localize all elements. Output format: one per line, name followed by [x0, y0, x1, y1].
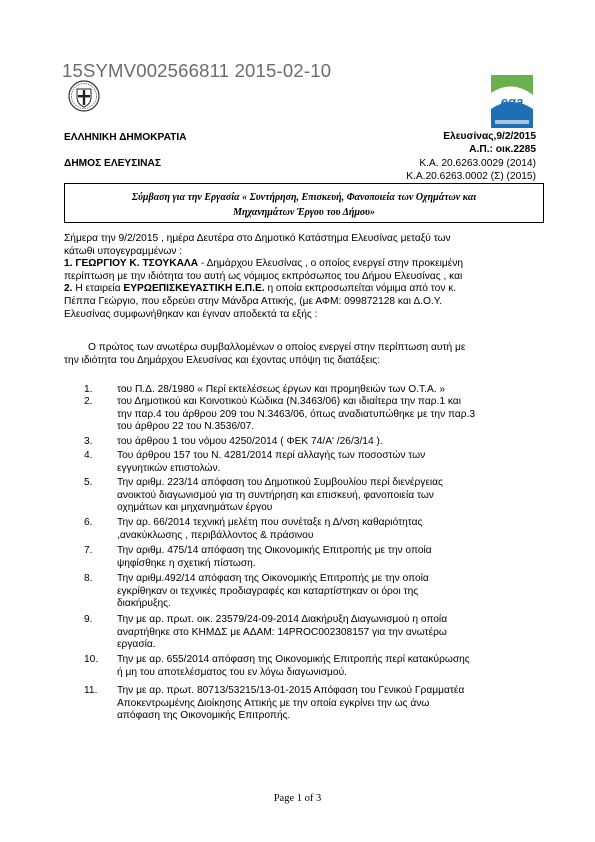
intro-line: Πέππα Γεώργιο, που εδρεύει στην Μάνδρα Αττικής, (με ΑΦΜ: 099872128 και Δ.Ο.Υ. — [64, 295, 443, 307]
list-item — [64, 384, 545, 397]
list-item — [64, 685, 545, 723]
list-item-line: Αποκεντρωμένης Διοίκησης Αττικής με την οποία εγκρίνει την ως άνω — [117, 697, 430, 709]
contract-title-line1: Σύμβαση για την Εργασία « Συντήρηση, Επισκευή, Φανοποιεία των Οχημάτων και — [131, 192, 477, 203]
provisions-line: την ιδιότητα του Δημάρχου Ελευσίνας και έχοντας υπόψη τις διατάξεις: — [64, 354, 381, 366]
contract-title-box — [64, 183, 544, 223]
list-item-line: Την αριθμ. 223/14 απόφαση του Δημοτικού Συμβουλίου περί διενέργειας — [117, 477, 443, 488]
list-item — [64, 573, 545, 611]
list-item-line: εγγυητικών επιστολών. — [117, 462, 221, 474]
list-item-line: εργασία. — [117, 639, 156, 650]
intro-line: 1. ΓΕΩΡΓΙΟΥ Κ. ΤΣΟΥΚΑΛΑ - Δημάρχου Ελευσίνας , ο οποίος ενεργεί στην προκειμένη — [64, 258, 464, 270]
list-item — [64, 450, 545, 475]
list-item-text — [117, 517, 545, 542]
list-item-line: Την αριθμ. 475/14 απόφαση της Οικονομικής Επιτροπής με την οποία — [117, 545, 432, 556]
list-item-text — [117, 573, 545, 611]
contract-title-line2: Μηχανημάτων Έργου του Δήμου» — [233, 207, 375, 218]
list-item-line: διακήρυξης. — [117, 598, 171, 609]
intro-line: 2. Η εταιρεία ΕΥΡΩΕΠΙΣΚΕΥΑΣΤΙΚΗ Ε.Π.Ε. η οποία εκπροσωπείται νόμιμα από τον κ. — [64, 283, 457, 295]
list-item-text — [117, 384, 545, 397]
protocol-number: Α.Π.: οικ.2285 — [469, 144, 536, 155]
budget-code-2015: Κ.Α.20.6263.0002 (Σ) (2015) — [406, 171, 536, 182]
list-item-line: απόφαση της Οικονομικής Επιτροπής. — [117, 710, 291, 721]
list-item — [64, 545, 545, 570]
list-item-line: οχημάτων και μηχανημάτων έργου — [117, 502, 273, 513]
list-item-number: 10. — [84, 654, 99, 665]
list-item-number: 5. — [84, 477, 93, 488]
list-item-number: 8. — [84, 573, 93, 584]
list-item-line: ψηφίσθηκε η σχετική πίστωση. — [117, 557, 256, 569]
list-item-line: Του άρθρου 157 του Ν. 4281/2014 περί αλλαγής των ποσοστών των — [117, 450, 426, 461]
list-item — [64, 614, 545, 652]
list-item-line: Την με αρ. 655/2014 απόφαση της Οικονομικής Επιτροπής περί κατακύρωσης — [117, 654, 470, 665]
company-name: ΕΥΡΩΕΠΙΣΚΕΥΑΣΤΙΚΗ Ε.Π.Ε. — [123, 283, 265, 295]
list-item-text — [117, 654, 545, 679]
list-item-number: 4. — [84, 450, 93, 461]
municipality-heading: ΔΗΜΟΣ ΕΛΕΥΣΙΝΑΣ — [64, 158, 161, 169]
list-item-number: 6. — [84, 517, 93, 528]
list-item-line: ,ανακύκλωσης , περιβάλλοντος & πράσινου — [117, 529, 314, 541]
list-item-text — [117, 614, 545, 652]
list-item — [64, 396, 545, 434]
list-item-line: αναρτήθηκε στο ΚΗΜΔΣ με ΑΔΑΜ: 14PROC002308157 για την ανωτέρω — [117, 626, 447, 638]
list-item-text — [117, 396, 545, 434]
list-item-text — [117, 450, 545, 475]
list-item-line: την παρ.4 του άρθρου 209 του Ν.3463/06, όπως αναδιατυπώθηκε με την παρ.3 — [117, 408, 476, 420]
provisions-intro-paragraph — [64, 342, 545, 367]
list-item-text — [117, 685, 545, 723]
list-item-line: εγκρίθηκαν οι τεχνικές προδιαγραφές και καταρτίστηκαν οι όροι της — [117, 585, 419, 597]
intro-line: Σήμερα την 9/2/2015 , ημέρα Δευτέρα στο Δημοτικό Κατάστημα Ελευσίνας μεταξύ των — [64, 233, 451, 244]
list-item-line: Την αρ. 66/2014 τεχνική μελέτη που συνέταξε η Δ/νση καθαριότητας — [117, 517, 423, 528]
list-item-number: 7. — [84, 545, 93, 556]
list-item — [64, 436, 545, 449]
document-date: Ελευσίνας,9/2/2015 — [443, 131, 536, 142]
list-item-line: του Π.Δ. 28/1980 « Περί εκτελέσεως έργων και προμηθειών των Ο.Τ.Α. » — [117, 384, 446, 395]
list-item-line: του άρθρου 22 του Ν.3536/07. — [117, 421, 255, 432]
republic-heading: ΕΛΛΗΝΙΚΗ ΔΗΜΟΚΡΑΤΙΑ — [64, 132, 187, 143]
list-item — [64, 517, 545, 542]
list-item-line: ή μη του αποτελέσματος του εν λόγω διαγωνισμού. — [117, 666, 347, 678]
list-item-text — [117, 436, 545, 449]
greek-coat-of-arms-icon — [68, 80, 100, 112]
list-item-number: 11. — [84, 685, 98, 696]
list-item-line: Την αριθμ.492/14 απόφαση της Οικονομικής Επιτροπής με την οποία — [117, 573, 429, 584]
list-item-number: 3. — [84, 436, 93, 447]
list-item-line: του άρθρου 1 του νόμου 4250/2014 ( ΦΕΚ 74/Α' /26/3/14 ). — [117, 436, 383, 447]
eqa-certification-logo — [487, 73, 537, 130]
list-item-line: Την με αρ. πρωτ. οικ. 23579/24-09-2014 Διακήρυξη Διαγωνισμού η οποία — [117, 614, 448, 625]
list-item-line: ανοικτού διαγωνισμού για τη συντήρηση και επισκευή, φανοποιεία των — [117, 489, 434, 501]
page-footer: Page 1 of 3 — [273, 793, 322, 804]
list-item-text — [117, 545, 545, 570]
intro-paragraph — [64, 233, 545, 321]
intro-line: Ελευσίνας συμφωνήθηκαν και έγιναν αποδεκτά τα εξής : — [64, 308, 318, 320]
list-item-number: 9. — [84, 614, 93, 625]
list-item — [64, 654, 545, 679]
list-item-number: 1. — [84, 384, 93, 395]
logo-text: eqa — [500, 94, 524, 109]
list-item-text — [117, 477, 545, 515]
budget-code-2014: Κ.Α. 20.6263.0029 (2014) — [419, 158, 536, 169]
provisions-line: Ο πρώτος των ανωτέρω συμβαλλομένων ο οποίος ενεργεί στην περίπτωση αυτή με — [88, 342, 466, 353]
intro-line: κάτωθι υπογεγραμμένων : — [64, 245, 183, 257]
mayor-name: 1. ΓΕΩΡΓΙΟΥ Κ. ΤΣΟΥΚΑΛΑ — [64, 258, 199, 270]
list-item-number: 2. — [84, 396, 93, 407]
intro-line: περίπτωση με την ιδιότητα του αυτή ως νόμιμος εκπρόσωπος του Δήμου Ελευσίνας , και — [64, 270, 463, 282]
document-id-watermark: 15SYMV002566811 2015-02-10 — [62, 60, 332, 81]
list-item-line: Την με αρ. πρωτ. 80713/53215/13-01-2015 Απόφαση του Γενικού Γραμματέα — [117, 685, 465, 696]
list-item-line: του Δημοτικού και Κοινοτικού Κώδικα (Ν.3463/06) και ιδιαίτερα την παρ.1 και — [117, 396, 461, 407]
list-item — [64, 477, 545, 515]
